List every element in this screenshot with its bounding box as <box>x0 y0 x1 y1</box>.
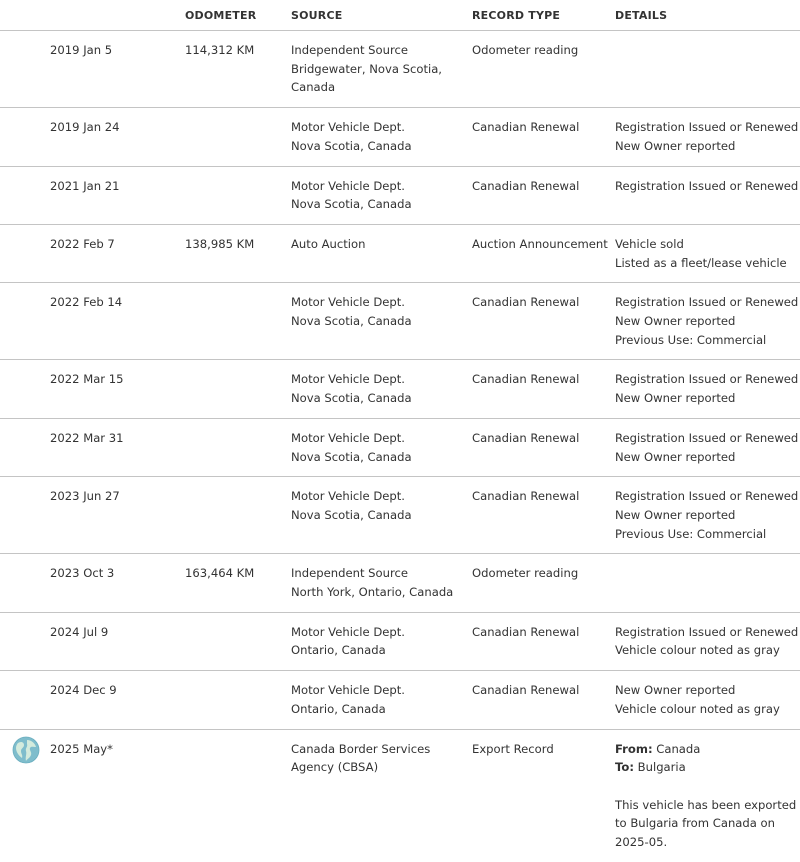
record-type: Canadian Renewal <box>464 166 607 224</box>
header-odometer: ODOMETER <box>177 0 283 31</box>
record-type: Canadian Renewal <box>464 108 607 166</box>
source-line: North York, Ontario, Canada <box>291 585 454 600</box>
row-icon-cell <box>0 418 42 476</box>
source-line: Nova Scotia, Canada <box>291 449 412 464</box>
header-details: DETAILS <box>607 0 800 31</box>
table-row <box>0 108 800 166</box>
row-icon-cell <box>0 612 42 670</box>
record-details <box>607 283 800 360</box>
detail-line: Registration Issued or Renewed <box>615 624 799 639</box>
detail-line: Registration Issued or Renewed <box>615 489 799 504</box>
source-line: Independent Source <box>291 43 408 57</box>
header-source: SOURCE <box>283 0 464 31</box>
record-source <box>283 612 464 670</box>
table-row <box>0 612 800 670</box>
record-date: 2025 May* <box>50 741 113 756</box>
record-odometer: 114,312 KM <box>177 31 283 108</box>
record-source <box>283 224 464 282</box>
record-source <box>283 418 464 476</box>
detail-line: Vehicle colour noted as gray <box>615 643 780 658</box>
detail-line: New Owner reported <box>615 138 736 153</box>
record-odometer: 163,464 KM <box>177 554 283 612</box>
record-details <box>607 477 800 554</box>
row-icon-cell <box>0 224 42 282</box>
record-odometer <box>177 108 283 166</box>
record-source <box>283 671 464 729</box>
detail-line: Vehicle colour noted as gray <box>615 701 780 716</box>
table-row <box>0 31 800 108</box>
header-record-type: RECORD TYPE <box>464 0 607 31</box>
source-line: Motor Vehicle Dept. <box>291 683 405 698</box>
record-details <box>607 554 800 612</box>
header-date <box>42 0 177 31</box>
record-source <box>283 283 464 360</box>
record-date: 2023 Oct 3 <box>42 554 177 612</box>
detail-line: Registration Issued or Renewed <box>615 430 799 445</box>
detail-line: New Owner reported <box>615 507 736 522</box>
source-line: Motor Vehicle Dept. <box>291 295 405 310</box>
source-line: Nova Scotia, Canada <box>291 138 412 153</box>
source-line: Motor Vehicle Dept. <box>291 120 405 135</box>
record-date: 2023 Jun 27 <box>42 477 177 554</box>
row-icon-cell <box>0 108 42 166</box>
record-source <box>283 729 464 862</box>
record-type: Auction Announcement <box>464 224 607 282</box>
from-label: From: <box>615 741 653 756</box>
source-line: Nova Scotia, Canada <box>291 391 412 406</box>
record-type: Export Record <box>472 741 554 756</box>
record-type: Canadian Renewal <box>464 477 607 554</box>
export-note <box>615 796 800 852</box>
record-odometer <box>177 418 283 476</box>
record-odometer <box>177 671 283 729</box>
record-date: 2024 Dec 9 <box>42 671 177 729</box>
record-details <box>607 166 800 224</box>
source-line: Motor Vehicle Dept. <box>291 489 405 504</box>
record-source <box>283 477 464 554</box>
table-body <box>0 31 800 862</box>
detail-line: Registration Issued or Renewed <box>615 178 799 193</box>
table-row-export <box>0 729 800 862</box>
record-details <box>607 31 800 108</box>
source-line: Nova Scotia, Canada <box>291 507 412 522</box>
source-line: Auto Auction <box>291 236 366 251</box>
record-odometer <box>177 166 283 224</box>
table-row <box>0 418 800 476</box>
detail-line: New Owner reported <box>615 449 736 464</box>
record-odometer <box>177 360 283 418</box>
table-row <box>0 671 800 729</box>
table-header-row <box>0 0 800 31</box>
record-odometer <box>177 283 283 360</box>
table-row <box>0 283 800 360</box>
source-line: Motor Vehicle Dept. <box>291 178 405 193</box>
export-to <box>615 758 800 777</box>
record-type: Canadian Renewal <box>464 360 607 418</box>
row-icon-cell <box>0 283 42 360</box>
record-date: 2019 Jan 24 <box>42 108 177 166</box>
detail-line: Registration Issued or Renewed <box>615 372 799 387</box>
source-line: Bridgewater, Nova Scotia, <box>291 61 442 76</box>
to-label: To: <box>615 760 634 775</box>
record-date: 2024 Jul 9 <box>42 612 177 670</box>
source-line: Nova Scotia, Canada <box>291 314 412 329</box>
row-icon-cell <box>0 360 42 418</box>
record-odometer: 138,985 KM <box>177 224 283 282</box>
record-details <box>607 729 800 862</box>
to-value: Bulgaria <box>633 760 686 775</box>
record-details <box>607 612 800 670</box>
record-source <box>283 108 464 166</box>
row-icon-cell <box>0 31 42 108</box>
record-source <box>283 554 464 612</box>
source-line: Motor Vehicle Dept. <box>291 430 405 445</box>
header-icon <box>0 0 42 31</box>
record-odometer <box>177 729 283 862</box>
detail-line: Registration Issued or Renewed <box>615 295 799 310</box>
globe-icon <box>12 736 40 764</box>
record-type: Canadian Renewal <box>464 612 607 670</box>
source-line: Motor Vehicle Dept. <box>291 372 405 387</box>
export-note-line: 2025-05. <box>615 835 668 850</box>
record-date: 2022 Mar 15 <box>42 360 177 418</box>
record-type: Odometer reading <box>464 554 607 612</box>
source-line: Motor Vehicle Dept. <box>291 624 405 639</box>
record-type: Canadian Renewal <box>464 418 607 476</box>
record-source <box>283 166 464 224</box>
source-line: Ontario, Canada <box>291 701 386 716</box>
source-line: Independent Source <box>291 566 408 581</box>
from-value: Canada <box>652 741 701 756</box>
row-icon-cell <box>0 554 42 612</box>
detail-line: New Owner reported <box>615 391 736 406</box>
record-source <box>283 31 464 108</box>
record-date: 2022 Feb 7 <box>42 224 177 282</box>
table-row <box>0 224 800 282</box>
detail-line: Registration Issued or Renewed <box>615 120 799 135</box>
detail-line: New Owner reported <box>615 683 736 698</box>
row-icon-cell <box>0 671 42 729</box>
row-icon-cell <box>0 166 42 224</box>
record-date: 2022 Feb 14 <box>42 283 177 360</box>
record-type: Odometer reading <box>464 31 607 108</box>
export-from <box>615 740 800 759</box>
detail-line: Previous Use: Commercial <box>615 526 767 541</box>
export-note-line: to Bulgaria from Canada on <box>615 816 775 831</box>
record-odometer <box>177 477 283 554</box>
record-details <box>607 360 800 418</box>
table-row <box>0 554 800 612</box>
record-details <box>607 418 800 476</box>
record-odometer <box>177 612 283 670</box>
source-line: Canada Border Services <box>291 741 431 756</box>
detail-line: Vehicle sold <box>615 236 684 251</box>
record-details <box>607 671 800 729</box>
record-date: 2019 Jan 5 <box>42 31 177 108</box>
table-row <box>0 360 800 418</box>
detail-line: New Owner reported <box>615 314 736 329</box>
table-row <box>0 477 800 554</box>
detail-line: Listed as a fleet/lease vehicle <box>615 255 787 270</box>
source-line: Ontario, Canada <box>291 643 386 658</box>
source-line: Agency (CBSA) <box>291 760 379 775</box>
record-details <box>607 108 800 166</box>
row-icon-cell <box>0 729 42 862</box>
export-note-line: This vehicle has been exported <box>615 797 797 812</box>
record-date: 2021 Jan 21 <box>42 166 177 224</box>
row-icon-cell <box>0 477 42 554</box>
source-line: Canada <box>291 80 336 95</box>
record-type: Canadian Renewal <box>464 283 607 360</box>
record-type: Canadian Renewal <box>464 671 607 729</box>
record-source <box>283 360 464 418</box>
source-line: Nova Scotia, Canada <box>291 197 412 212</box>
detail-line: Previous Use: Commercial <box>615 332 767 347</box>
record-details <box>607 224 800 282</box>
record-date: 2022 Mar 31 <box>42 418 177 476</box>
table-row <box>0 166 800 224</box>
